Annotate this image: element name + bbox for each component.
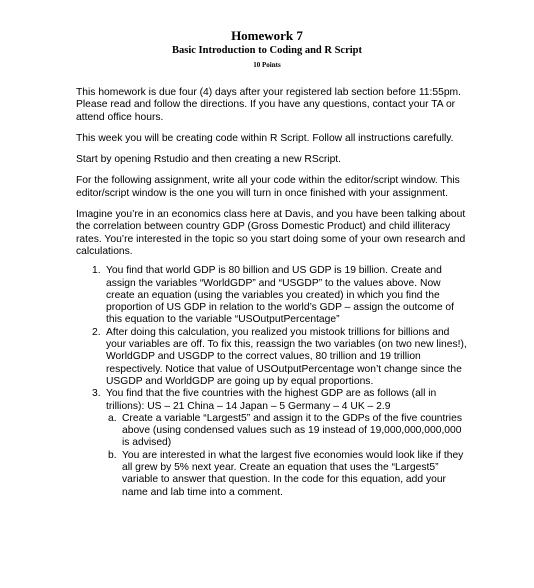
subquestion-item <box>76 450 468 499</box>
intro-paragraph: This week you will be creating code within R Script. Follow all instructions carefully. <box>76 132 454 144</box>
due-date-paragraph: This homework is due four (4) days after your registered lab section before 11:55pm. Please read and follow the directions. If you have any questions, contact your TA or attend office hours. <box>76 87 461 123</box>
question-number: 2. <box>92 326 101 338</box>
document-subtitle: Basic Introduction to Coding and R Script <box>171 45 362 56</box>
document-body <box>76 87 468 499</box>
question-number: 1. <box>92 265 101 277</box>
question-item <box>76 388 468 413</box>
question-number: 3. <box>92 388 101 400</box>
question-item <box>76 265 468 326</box>
subquestion-item <box>76 413 468 450</box>
subquestion-text: You are interested in what the largest five economies would look like if they all grew by 5% next year. Create an equation that uses the “Largest5” variable to answer that question. In the code for this equation, add your name and lab time into a comment. <box>122 449 464 498</box>
subquestion-text: Create a variable “Largest5” and assign it to the GDPs of the five countries above (using condensed values such as 19 instead of 19,000,000,000,000 is advised) <box>122 412 462 449</box>
start-paragraph: Start by opening Rstudio and then creating a new RScript. <box>76 154 342 166</box>
question-item <box>76 327 468 388</box>
question-text: You find that world GDP is 80 billion and US GDP is 19 billion. Create and assign the variables “WorldGDP” and “USGDP” to the values above. Now create an equation (using the variables you created) in which you find the proportion of US GDP in relation to the world’s GDP – assign the outcome of this equation to the variable “USOutputPercentage” <box>106 265 454 326</box>
question-text: After doing this calculation, you realized you mistook trillions for billions and your variables are off. To fix this, reassign the two variables (on two new lines!), WorldGDP and USGDP to the correct values, 80 trillion and 19 trillion respectively. Notice that value of USOutputPercentage won’t change since the USGDP and WorldGDP are going up by equal proportions. <box>106 326 467 387</box>
question-list <box>76 265 468 413</box>
subquestion-list <box>76 413 468 499</box>
question-text: You find that the five countries with the highest GDP are as follows (all in trillions): US – 21 China – 14 Japan – 5 Germany – 4 UK – 2.9 <box>106 388 437 412</box>
editor-paragraph: For the following assignment, write all your code within the editor/script window. This editor/script window is the one you will turn in once finished with your assignment. <box>76 175 460 199</box>
document-title: Homework 7 <box>231 28 303 43</box>
points-label: 10 Points <box>253 61 281 69</box>
scenario-paragraph: Imagine you’re in an economics class here at Davis, and you have been talking about the correlation between country GDP (Gross Domestic Product) and child illiteracy rates. You’re interested in the topic so you start doing some of your own research and calculations. <box>76 209 466 257</box>
subquestion-letter: a. <box>108 412 117 424</box>
subquestion-letter: b. <box>108 449 117 461</box>
